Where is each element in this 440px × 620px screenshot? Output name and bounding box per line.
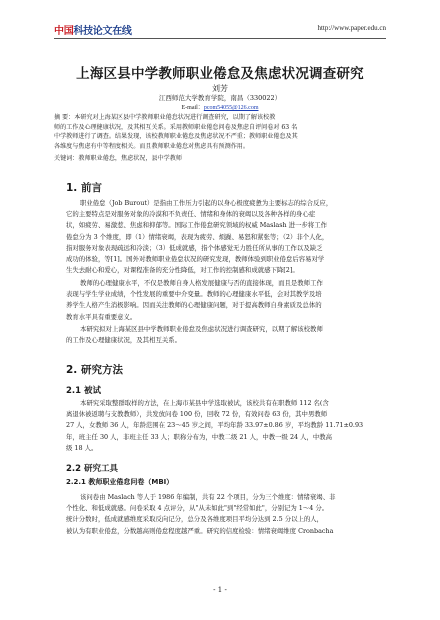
section-heading-intro: 1. 前言 xyxy=(66,182,102,194)
paragraph-line: 教育水平具有重要意义。 xyxy=(66,312,137,321)
paper-affiliation: 江西师范大学教育学院，南昌（330022） xyxy=(158,94,282,102)
paragraph-line: 级 18 人。 xyxy=(66,443,98,452)
subsection-heading-tools: 2.2 研究工具 xyxy=(66,464,119,474)
paper-title: 上海区县中学教师职业倦怠及焦虑状况调查研究 xyxy=(76,66,364,82)
paper-email xyxy=(54,102,386,111)
header-divider xyxy=(54,38,386,39)
keywords: 关键词：教师职业倦怠，焦虑状况，县中学教师 xyxy=(54,155,182,162)
paragraph-line: 统计分数时，低成就感维度采取反向记分，总分及各维度项目平均分达到 2.5 分以上的人， xyxy=(66,515,324,524)
abstract-line: 中学教师进行了调查。结果发现，该校教师职业倦怠及焦虑状况不严重；教师职业倦怠及其 xyxy=(54,133,298,141)
paragraph-line: 生失去耐心和爱心，对课程准备的充分性降低，对工作的控制感和成就感下降[2]。 xyxy=(66,266,299,275)
paragraph-line: 指对服务对象表现疏远和冷淡；（3）低成就感，指个体感觉无力胜任所从事的工作以及缺乏 xyxy=(66,243,323,252)
paragraph-line: 状，如疲劳、易激惹、焦虑和抑郁等。国际工作倦怠研究领域的权威 Maslash 进一步将工作 xyxy=(66,221,328,230)
paragraph-line: 年，班主任 30 人，非班主任 33 人；职称分布为，中教二级 21 人，中教一级 24 人，中教高 xyxy=(66,432,333,441)
site-logo[interactable] xyxy=(54,22,132,37)
abstract-line: 各维度与焦虑有中等程度相关。而且教师职业倦怠对焦虑具有预测作用。 xyxy=(54,142,249,150)
subsection-heading-subjects: 2.1 被试 xyxy=(66,386,102,396)
paragraph-line: 它的主要特点是对服务对象的冷漠和不负责任、情绪和身体的衰竭以及各种各样的身心症 xyxy=(66,210,316,219)
paragraph-line: 个性化、和低成就感。问卷采取 4 点评分，从"从未如此"到"经常如此"，分别记为 1～4 分。 xyxy=(66,504,329,513)
paragraph-line: 离退休被返聘与支教教师），共发放问卷 100 份，回收 72 份，有效问卷 63 份，其中男教师 xyxy=(66,410,328,419)
logo-cn: 中国 xyxy=(54,26,74,37)
subsubsection-heading-mbi: 2.2.1 教师职业倦怠问卷（MBI） xyxy=(66,478,174,486)
paragraph-line: 本研究拟对上海某区县中学教师职业倦怠及焦虑状况进行调查研究，以期了解该校教师 xyxy=(80,325,323,333)
email-link[interactable]: pcom54055@126.com xyxy=(203,105,259,111)
page-number: - 1 - xyxy=(213,586,227,594)
paragraph-line: 倦怠分为 3 个维度，即（1）情绪衰竭，表现为疲劳、烦躁、易怒和紧张等；（2）非个人化， xyxy=(66,232,329,241)
intro-paragraph-1 xyxy=(66,198,382,276)
paragraph-line: 成功的体验，等[1]。国外对教师职业倦怠状况的研究发现，教师体验到职业倦怠后容易对学 xyxy=(66,255,325,264)
paragraph-line: 表现与学生学业成绩，个性发展的重要中介变量。教师的心理健康水平低，会对其教学及培 xyxy=(66,290,322,299)
paper-author: 刘芳 xyxy=(212,84,228,93)
abstract-line: 摘 要：本研究对上海某区县中学教师职业倦怠状况进行调查研究，以期了解该校教 xyxy=(54,114,276,121)
mbi-paragraph xyxy=(66,492,382,537)
section-heading-methods: 2. 研究方法 xyxy=(66,364,123,376)
abstract xyxy=(54,113,386,151)
paragraph-line: 本研究采取整群取样的方法，在上海市某县中学选取被试，该校共有在职教师 112 名(含 xyxy=(80,399,329,407)
paragraph-line: 的工作及心理健康状况，及其相互关系。 xyxy=(66,336,182,345)
subjects-paragraph xyxy=(66,398,382,454)
intro-paragraph-2 xyxy=(66,278,382,323)
site-header xyxy=(54,22,386,36)
email-label: E-mail： xyxy=(181,105,204,111)
intro-paragraph-3 xyxy=(66,324,382,346)
abstract-line: 师的工作及心理健康状况，及其相互关系。采用教师职业倦怠问卷及焦虑自评问卷对 63 名 xyxy=(54,123,298,131)
logo-text: 科技论文在线 xyxy=(73,26,132,37)
site-url[interactable]: http://www.paper.edu.cn xyxy=(317,24,386,32)
paragraph-line: 该问卷由 Maslach 等人于 1986 年编制，共有 22 个项目，分为三个维度：情绪衰竭、非 xyxy=(80,493,336,501)
paragraph-line: 养学生人格产生消极影响。因而关注教师的心理健康问题，对于提高教师自身素质及总体的 xyxy=(66,301,322,310)
paragraph-line: 职业倦怠（Job Burout）是指由工作压力引起的以身心极度疲惫为主要标志的综合反应， xyxy=(80,199,333,207)
paragraph-line: 被认为有职业倦怠，分数越高则倦怠程度越严重。研究的信度检验：情绪衰竭维度 Cronbacha xyxy=(66,526,334,535)
paragraph-line: 27 人，女教师 36 人，年龄范围在 23～45 岁之间，平均年龄 33.97±0.86 岁，平均教龄 11.71±0.93 xyxy=(66,421,364,430)
paragraph-line: 教师的心理健康水平，不仅是教师自身人格发展健康与否的直接体现，而且是教师工作 xyxy=(80,279,323,287)
